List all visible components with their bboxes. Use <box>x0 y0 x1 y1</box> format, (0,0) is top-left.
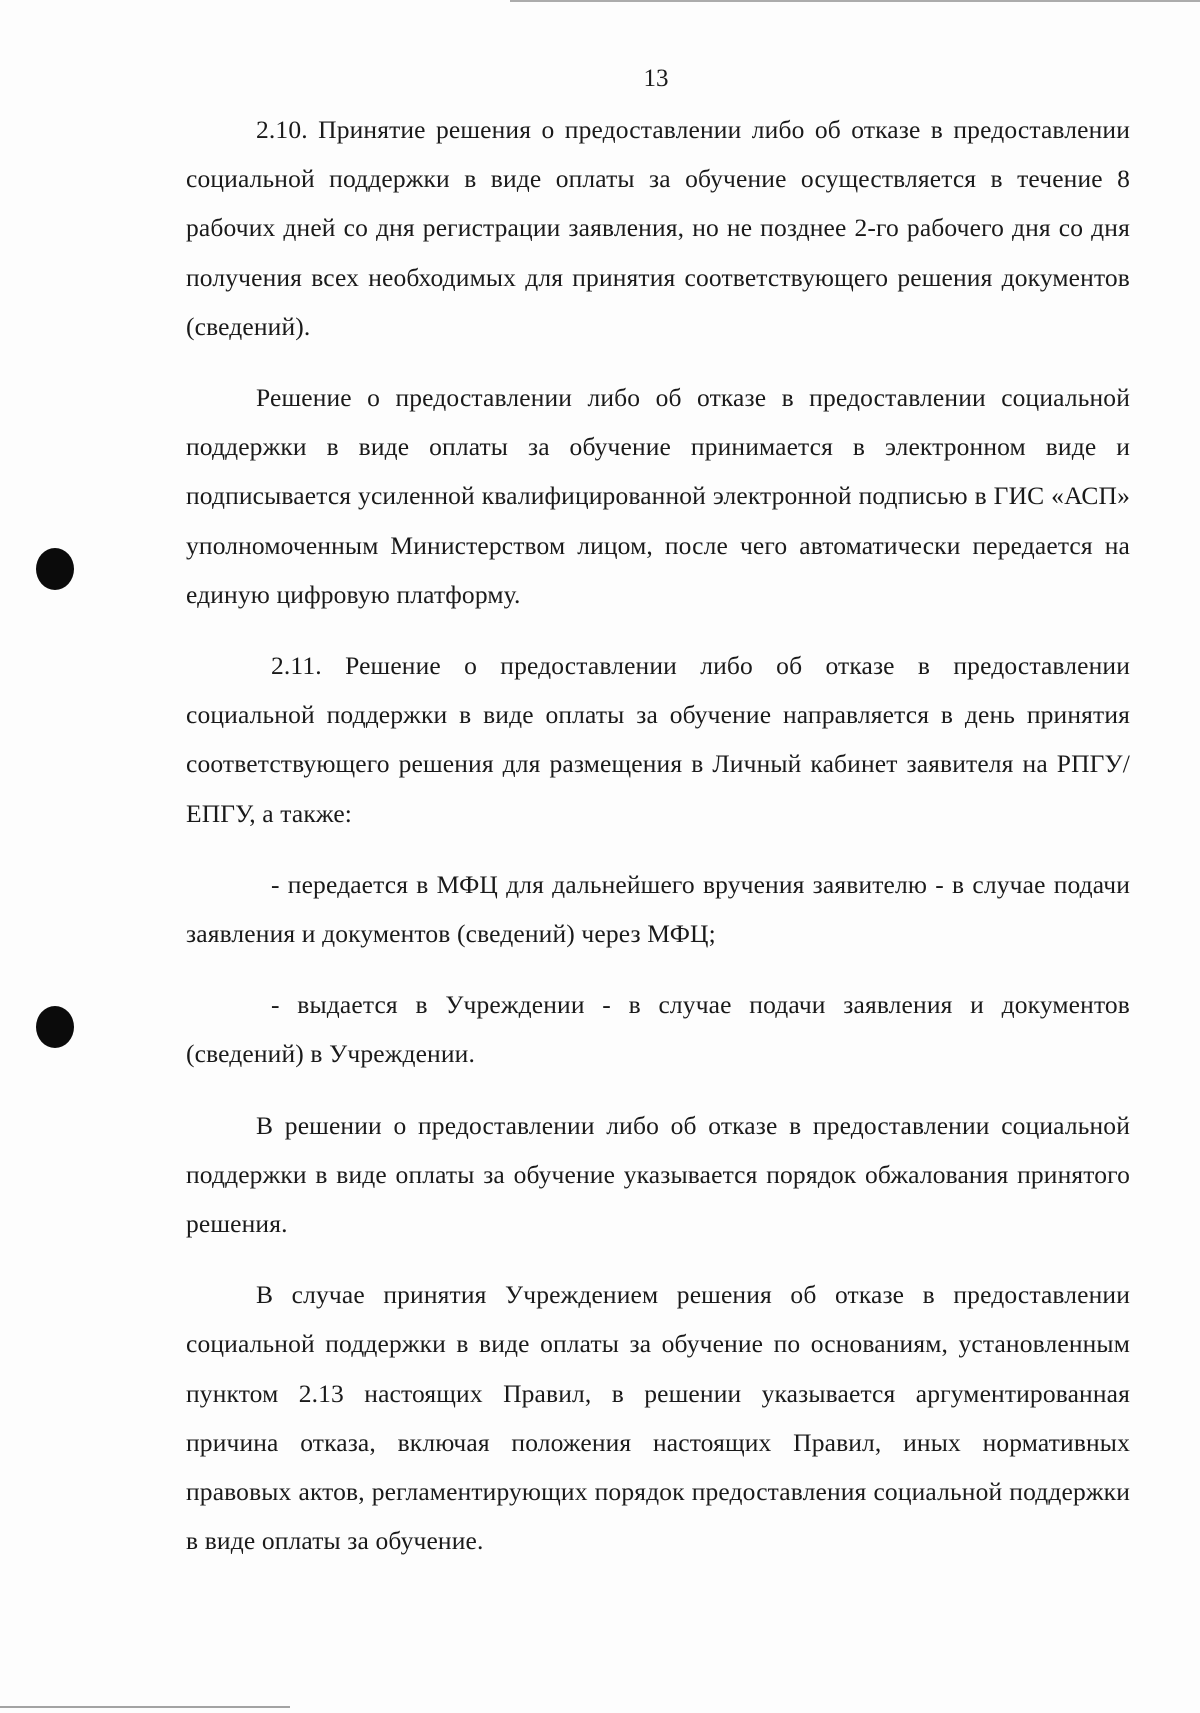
scan-edge-line-bottom <box>0 1706 290 1708</box>
punch-hole-mark <box>36 1006 74 1048</box>
paragraph-2-10: 2.10. Принятие решения о предоставлении либо об отказе в предоставлении социальной поддержки в виде оплаты за обучение осуществляется в течение 8 рабочих дней со дня регистрации заявления, но не позднее 2-го рабочего дня со дня получения всех необходимых для принятия соответствующего решения документов (сведений). <box>186 115 1130 341</box>
document-body <box>186 105 1130 1587</box>
list-item-institution: - выдается в Учреждении - в случае подачи заявления и документов (сведений) в Учреждении. <box>186 990 1130 1069</box>
punch-hole-mark <box>36 548 74 590</box>
list-item-mfc: - передается в МФЦ для дальнейшего вручения заявителю - в случае подачи заявления и документов (сведений) через МФЦ; <box>186 869 1130 949</box>
paragraph-refusal-reasons: В случае принятия Учреждением решения об отказе в предоставлении социальной поддержки в виде оплаты за обучение по основаниям, установленным пунктом 2.13 настоящих Правил, в решении указывается аргументированная причина отказа, включая положения настоящих Правил, иных нормативных правовых актов, регламентирующих порядок предоставления социальной поддержки в виде оплаты за обучение. <box>186 1280 1130 1556</box>
scan-edge-line-top <box>510 0 1200 2</box>
paragraph-appeal-procedure: В решении о предоставлении либо об отказе в предоставлении социальной поддержки в виде оплаты за обучение указывается порядок обжалования принятого решения. <box>186 1110 1130 1239</box>
page-number: 13 <box>643 65 669 92</box>
paragraph-electronic-decision: Решение о предоставлении либо об отказе в предоставлении социальной поддержки в виде оплаты за обучение принимается в электронном виде и подписывается усиленной квалифицированной электронной подписью в ГИС «АСП» уполномоченным Министерством лицом, после чего автоматически передается на единую цифровую платформу. <box>186 383 1130 609</box>
paragraph-2-11: 2.11. Решение о предоставлении либо об отказе в предоставлении социальной поддержки в виде оплаты за обучение направляется в день принятия соответствующего решения для размещения в Личный кабинет заявителя на РПГУ/ЕПГУ, а также: <box>186 651 1130 828</box>
